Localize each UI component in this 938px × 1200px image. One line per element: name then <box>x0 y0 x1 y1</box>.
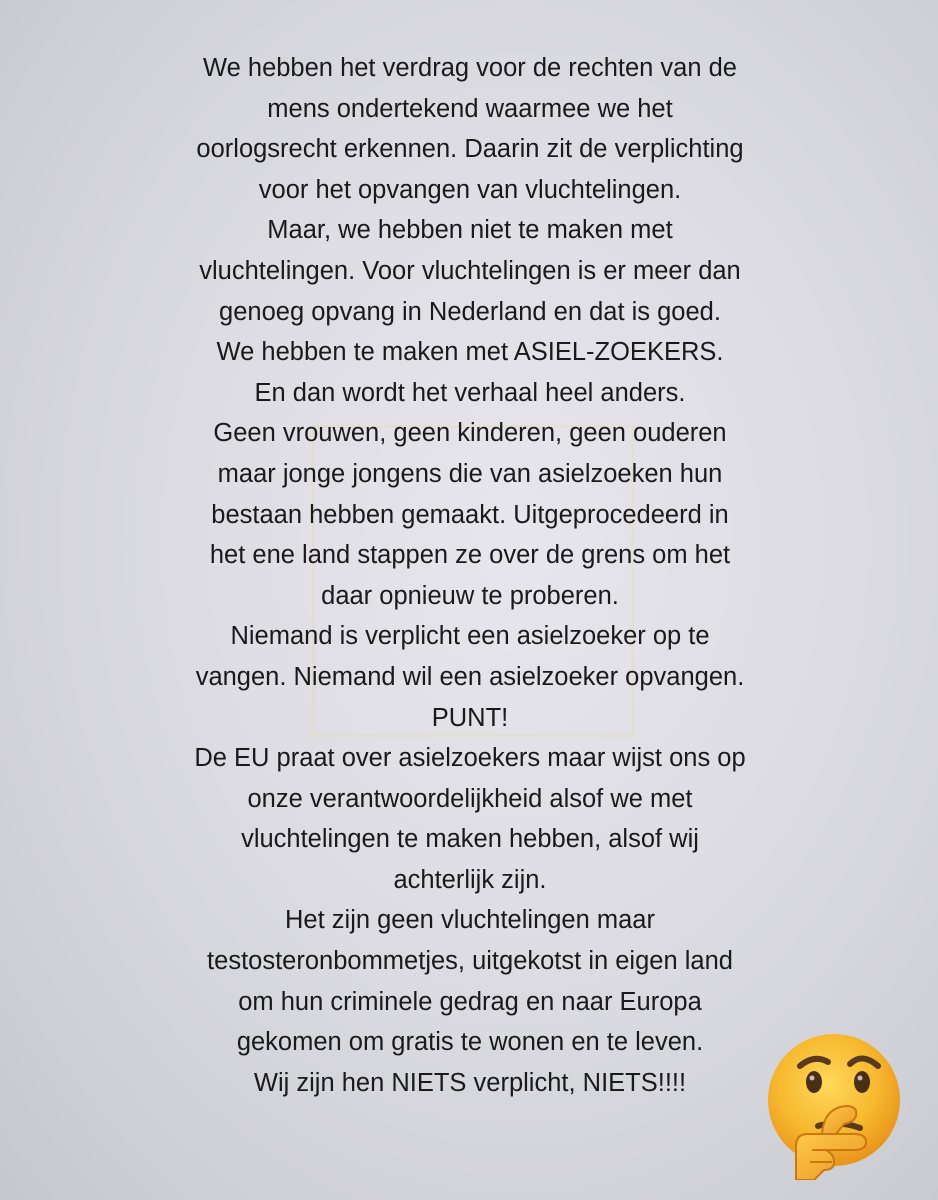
text-line: voor het opvangen van vluchtelingen. <box>258 175 682 204</box>
text-line: Niemand is verplicht een asielzoeker op te <box>230 622 710 651</box>
text-line: We hebben het verdrag voor de rechten van de <box>203 54 737 82</box>
text-line: het ene land stappen ze over de grens om het <box>209 541 731 570</box>
text-line: mens ondertekend waarmee we het <box>267 94 673 123</box>
text-line: Wij zijn hen NIETS verplicht, NIETS!!!! <box>253 1068 687 1097</box>
emoji-left-eye <box>806 1071 822 1093</box>
text-line: daar opnieuw te proberen. <box>321 581 619 610</box>
text-line: Maar, we hebben niet te maken met <box>267 216 673 245</box>
text-line: genoeg opvang in Nederland en dat is goed. <box>219 297 721 326</box>
text-line: bestaan hebben gemaakt. Uitgeprocedeerd in <box>211 500 729 529</box>
text-line: We hebben te maken met ASIEL-ZOEKERS. <box>216 338 724 367</box>
text-line: testosteronbommetjes, uitgekotst in eigen land <box>207 947 733 976</box>
emoji-right-eye <box>854 1071 870 1093</box>
statement-text-block <box>150 48 790 1103</box>
text-line: onze verantwoordelijkheid alsof we met <box>247 784 693 813</box>
text-line: Geen vrouwen, geen kinderen, geen ouderen <box>213 419 727 448</box>
thinking-face-icon <box>762 1030 912 1180</box>
text-line: vluchtelingen te maken hebben, alsof wij <box>241 825 699 854</box>
text-line: vangen. Niemand wil een asielzoeker opvangen. <box>195 662 745 691</box>
text-line: achterlijk zijn. <box>393 865 547 894</box>
text-line: oorlogsrecht erkennen. Daarin zit de verplichting <box>196 135 744 164</box>
text-line: Het zijn geen vluchtelingen maar <box>285 906 655 935</box>
text-line: De EU praat over asielzoekers maar wijst ons op <box>194 744 746 773</box>
text-line: PUNT! <box>431 703 509 732</box>
text-line: En dan wordt het verhaal heel anders. <box>254 378 686 407</box>
text-line: maar jonge jongens die van asielzoeken hun <box>217 459 723 488</box>
text-line: om hun criminele gedrag en naar Europa <box>238 987 702 1016</box>
text-line: vluchtelingen. Voor vluchtelingen is er meer dan <box>199 256 741 285</box>
text-line: gekomen om gratis te wonen en te leven. <box>236 1028 704 1057</box>
